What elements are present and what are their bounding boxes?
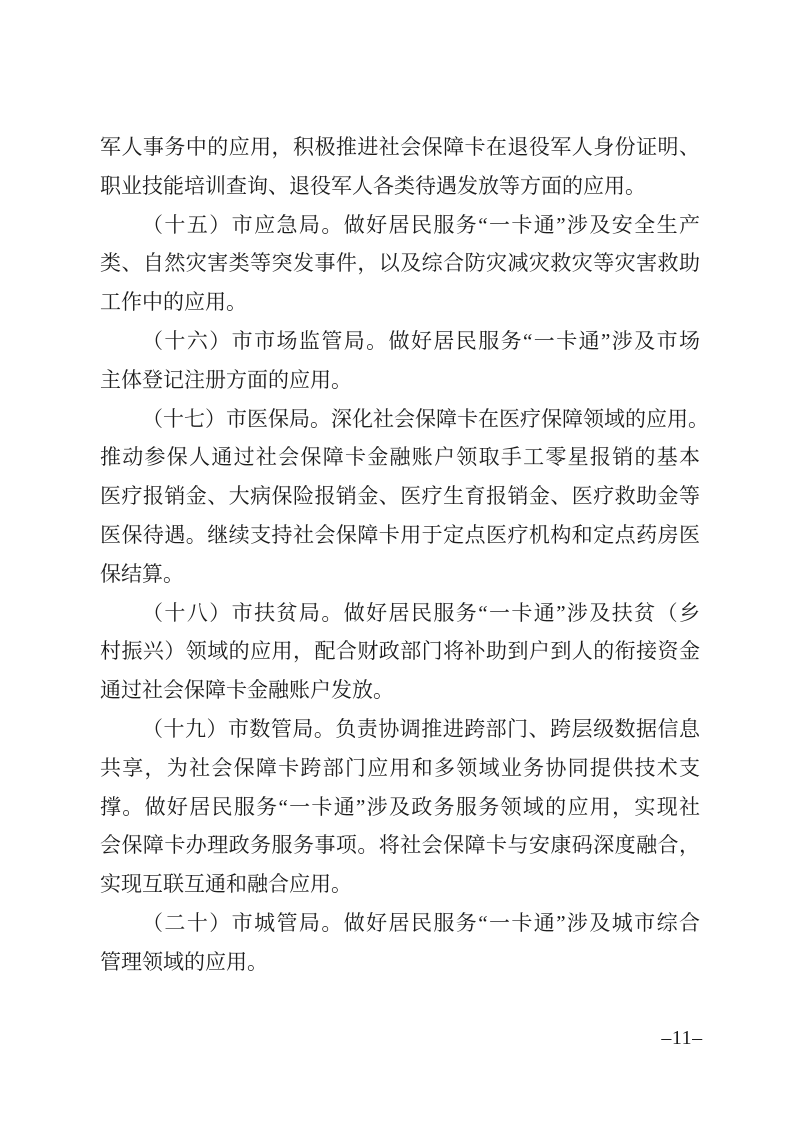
text-line: （十六）市市场监管局。做好居民服务“一卡通”涉及市场	[142, 328, 700, 353]
text-line: 实现互联互通和融合应用。	[100, 872, 352, 897]
text-line: 通过社会保障卡金融账户发放。	[100, 678, 394, 703]
text-line: （二十）市城管局。做好居民服务“一卡通”涉及城市综合	[142, 910, 700, 935]
text-line: 类、自然灾害类等突发事件，以及综合防灾减灾救灾等灾害救助	[100, 251, 700, 276]
text-line: 会保障卡办理政务服务事项。将社会保障卡与安康码深度融合，	[100, 833, 700, 858]
text-line: 推动参保人通过社会保障卡金融账户领取手工零星报销的基本	[100, 445, 700, 470]
text-line: 主体登记注册方面的应用。	[100, 367, 352, 392]
text-line: 医保待遇。继续支持社会保障卡用于定点医疗机构和定点药房医	[100, 522, 700, 547]
text-line: 共享，为社会保障卡跨部门应用和多领域业务协同提供技术支	[100, 755, 700, 780]
text-line: 医疗报销金、大病保险报销金、医疗生育报销金、医疗救助金等	[100, 484, 700, 509]
text-line: 军人事务中的应用，积极推进社会保障卡在退役军人身份证明、	[100, 135, 700, 159]
text-line: 撑。做好居民服务“一卡通”涉及政务服务领域的应用，实现社	[100, 794, 700, 819]
text-line: （十九）市数管局。负责协调推进跨部门、跨层级数据信息	[142, 716, 700, 741]
text-line: 职业技能培训查询、退役军人各类待遇发放等方面的应用。	[100, 173, 646, 198]
text-line: 工作中的应用。	[100, 290, 247, 315]
text-line: （十五）市应急局。做好居民服务“一卡通”涉及安全生产	[142, 212, 700, 237]
page-number: –11–	[661, 1027, 703, 1049]
document-body	[100, 128, 709, 982]
text-line: 村振兴）领域的应用，配合财政部门将补助到户到人的衔接资金	[100, 639, 700, 664]
text-line: 管理领域的应用。	[100, 949, 268, 974]
text-line: （十八）市扶贫局。做好居民服务“一卡通”涉及扶贫（乡	[142, 600, 700, 625]
text-line: 保结算。	[100, 561, 184, 586]
text-line: （十七）市医保局。深化社会保障卡在医疗保障领域的应用。	[142, 406, 709, 431]
